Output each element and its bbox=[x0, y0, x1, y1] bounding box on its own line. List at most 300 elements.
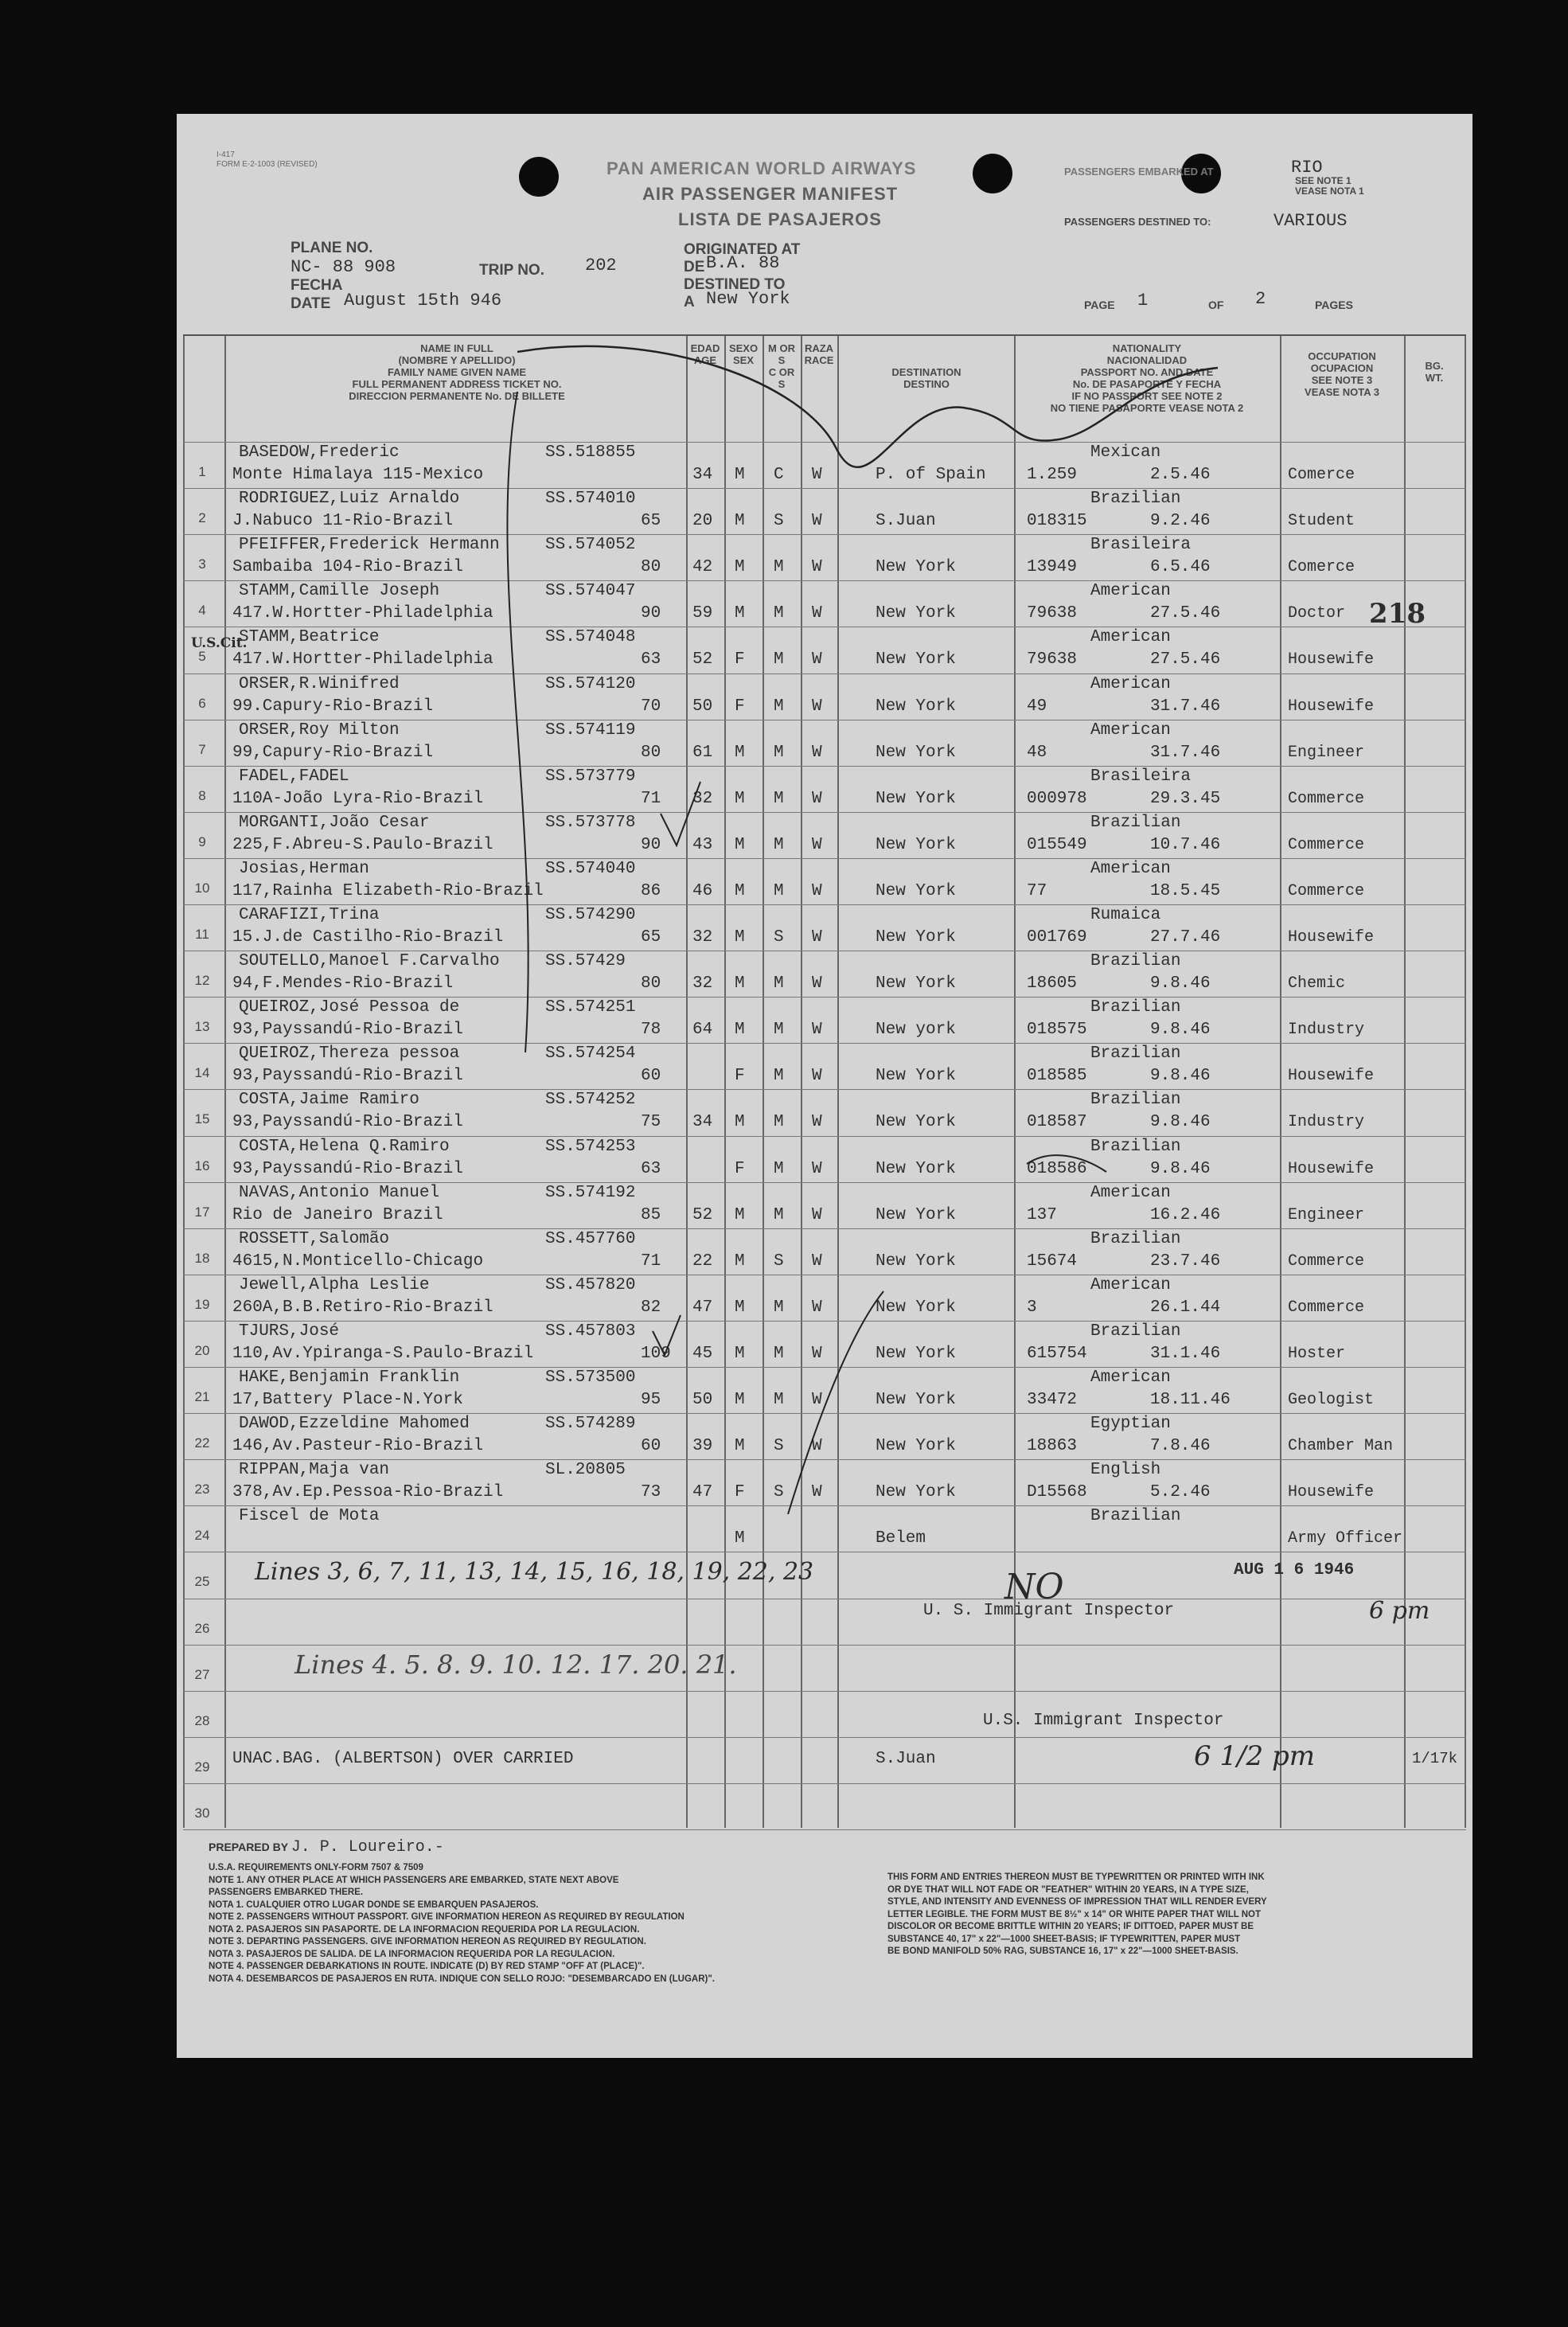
col-sex-header: SEXO SEX bbox=[728, 342, 759, 366]
marital-value: M bbox=[774, 1205, 784, 1224]
billete-amount: 85 bbox=[641, 1205, 661, 1224]
race-value: W bbox=[812, 1113, 822, 1132]
permanent-address: 117,Rainha Elizabeth-Rio-Brazil bbox=[232, 881, 544, 900]
marital-value: M bbox=[774, 881, 784, 900]
destination-value: New York bbox=[876, 1205, 956, 1224]
row-number: 14 bbox=[194, 1065, 210, 1081]
passport-number: D15568 bbox=[1027, 1483, 1087, 1502]
form-id: I-417 FORM E-2-1003 (REVISED) bbox=[216, 150, 318, 169]
race-value: W bbox=[812, 512, 822, 531]
billete-amount: 80 bbox=[641, 974, 661, 994]
nationality-value: American bbox=[1090, 1275, 1171, 1294]
col-bag-header: BG. WT. bbox=[1425, 360, 1444, 384]
race-value: W bbox=[812, 743, 822, 762]
destination-value: New York bbox=[876, 697, 956, 716]
race-value: W bbox=[812, 1205, 822, 1224]
age-value: 61 bbox=[692, 743, 713, 762]
family-given-name: COSTA,Helena Q.Ramiro bbox=[239, 1137, 450, 1156]
marital-value: M bbox=[774, 835, 784, 854]
ticket-number: SS.574289 bbox=[545, 1415, 636, 1434]
row-number: 13 bbox=[194, 1019, 210, 1035]
sex-value: M bbox=[735, 1251, 745, 1271]
destination-value: Belem bbox=[876, 1529, 926, 1548]
nationality-value: Rumaica bbox=[1090, 906, 1161, 924]
row-number: 19 bbox=[194, 1296, 210, 1312]
punch-hole bbox=[519, 157, 559, 197]
race-value: W bbox=[812, 1298, 822, 1317]
passport-number: 77 bbox=[1027, 881, 1047, 900]
col-nationality-header: NATIONALITY NACIONALIDAD PASSPORT NO. AND DATE No. DE PASAPORTE Y FECHA IF NO PASSPORT SEE NOTE 2 NO TIENE PASAPORTE VEASE NOTA 2 bbox=[1050, 342, 1244, 414]
ticket-number: SS.574251 bbox=[545, 998, 636, 1017]
passport-number: 137 bbox=[1027, 1205, 1057, 1224]
date-value: August 15th 946 bbox=[344, 291, 502, 310]
passport-date: 31.1.46 bbox=[1150, 1344, 1221, 1363]
billete-amount: 60 bbox=[641, 1437, 661, 1456]
ticket-number: SS.457820 bbox=[545, 1275, 636, 1294]
sex-value: F bbox=[735, 697, 745, 716]
family-given-name: Fiscel de Mota bbox=[239, 1507, 380, 1526]
nationality-value: American bbox=[1090, 628, 1171, 647]
permanent-address: 93,Payssandú-Rio-Brazil bbox=[232, 1113, 463, 1132]
race-value: W bbox=[812, 789, 822, 808]
marital-value: S bbox=[774, 512, 784, 531]
occupation-value: Housewife bbox=[1288, 1483, 1375, 1502]
family-given-name: NAVAS,Antonio Manuel bbox=[239, 1183, 440, 1202]
nationality-value: Brazilian bbox=[1090, 1091, 1181, 1110]
page-value: 1 bbox=[1137, 291, 1149, 310]
age-value: 22 bbox=[692, 1251, 713, 1271]
pages-value: 2 bbox=[1255, 289, 1266, 309]
ticket-number: SL.20805 bbox=[545, 1461, 626, 1480]
passport-date: 31.7.46 bbox=[1150, 697, 1221, 716]
billete-amount: 95 bbox=[641, 1391, 661, 1409]
passport-number: 015549 bbox=[1027, 835, 1087, 854]
col-destination-header: DESTINATION DESTINO bbox=[891, 366, 961, 390]
nationality-value: Brasileira bbox=[1090, 536, 1192, 555]
passport-date: 23.7.46 bbox=[1150, 1251, 1221, 1271]
race-value: W bbox=[812, 928, 822, 947]
sex-value: M bbox=[735, 881, 745, 900]
destination-value: P. of Spain bbox=[876, 466, 986, 484]
age-value: 32 bbox=[692, 974, 713, 994]
time-note-1: 6 pm bbox=[1369, 1596, 1430, 1625]
sex-value: M bbox=[735, 1391, 745, 1409]
family-given-name: RODRIGUEZ,Luiz Arnaldo bbox=[239, 490, 460, 509]
marital-value: M bbox=[774, 789, 784, 808]
row29-text: UNAC.BAG. (ALBERTSON) OVER CARRIED bbox=[232, 1749, 574, 1768]
passport-date: 9.8.46 bbox=[1150, 1159, 1211, 1178]
age-value: 39 bbox=[692, 1437, 713, 1456]
permanent-address: Rio de Janeiro Brazil bbox=[232, 1205, 443, 1224]
passport-number: 13949 bbox=[1027, 558, 1078, 577]
nationality-value: Brazilian bbox=[1090, 813, 1181, 832]
family-given-name: MORGANTI,João Cesar bbox=[239, 813, 430, 832]
nationality-value: American bbox=[1090, 859, 1171, 878]
passport-date: 9.2.46 bbox=[1150, 512, 1211, 531]
sex-value: M bbox=[735, 558, 745, 577]
permanent-address: 417.W.Hortter-Philadelphia bbox=[232, 650, 493, 670]
col-occupation-header: OCCUPATION OCUPACION SEE NOTE 3 VEASE NOTA 3 bbox=[1305, 350, 1379, 398]
occupation-value: Industry bbox=[1288, 1113, 1365, 1132]
family-given-name: CARAFIZI,Trina bbox=[239, 906, 380, 924]
originated-value: B.A. 88 bbox=[706, 253, 780, 273]
ticket-number: SS.573779 bbox=[545, 767, 636, 786]
permanent-address: 146,Av.Pasteur-Rio-Brazil bbox=[232, 1437, 484, 1456]
nationality-value: Mexican bbox=[1090, 443, 1161, 462]
embarked-value: RIO bbox=[1291, 158, 1323, 178]
originated-label: ORIGINATED AT bbox=[684, 241, 801, 258]
nationality-value: Brazilian bbox=[1090, 1322, 1181, 1341]
passport-date: 27.5.46 bbox=[1150, 650, 1221, 670]
occupation-value: Engineer bbox=[1288, 1205, 1365, 1224]
marital-value: S bbox=[774, 1251, 784, 1271]
col-marital-header: M OR S C OR S bbox=[768, 342, 795, 390]
family-given-name: ORSER,R.Winifred bbox=[239, 674, 400, 693]
destination-value: New York bbox=[876, 1344, 956, 1363]
row-number: 16 bbox=[194, 1158, 210, 1173]
billete-amount: 70 bbox=[641, 697, 661, 716]
age-value: 32 bbox=[692, 928, 713, 947]
nationality-value: Brazilian bbox=[1090, 1137, 1181, 1156]
date-label: DATE bbox=[291, 295, 331, 312]
passport-date: 9.8.46 bbox=[1150, 974, 1211, 994]
race-value: W bbox=[812, 1067, 822, 1086]
ticket-number: SS.573778 bbox=[545, 813, 636, 832]
row-number: 5 bbox=[198, 649, 206, 665]
no-mark: NO bbox=[1004, 1567, 1064, 1607]
occupation-value: Housewife bbox=[1288, 1067, 1375, 1086]
passport-date: 16.2.46 bbox=[1150, 1205, 1221, 1224]
row29-bag: 1/17k bbox=[1412, 1749, 1458, 1767]
trip-label: TRIP NO. bbox=[479, 262, 544, 279]
sex-value: M bbox=[735, 974, 745, 994]
ticket-number: SS.457803 bbox=[545, 1322, 636, 1341]
permanent-address: Monte Himalaya 115-Mexico bbox=[232, 466, 484, 484]
family-given-name: Jewell,Alpha Leslie bbox=[239, 1275, 430, 1294]
ticket-number: SS.574047 bbox=[545, 582, 636, 601]
race-value: W bbox=[812, 1251, 822, 1271]
row-number: 2 bbox=[198, 510, 206, 526]
destination-value: New York bbox=[876, 743, 956, 762]
sex-value: M bbox=[735, 604, 745, 623]
billete-amount: 80 bbox=[641, 743, 661, 762]
marital-value: M bbox=[774, 1021, 784, 1040]
page-label: PAGE bbox=[1084, 299, 1115, 311]
col-name-header: NAME IN FULL (NOMBRE Y APELLIDO) FAMILY NAME GIVEN NAME FULL PERMANENT ADDRESS TICKET NO. DIRECCION PERMANENTE No. DE BILLETE bbox=[349, 342, 565, 402]
occupation-value: Chemic bbox=[1288, 974, 1346, 994]
inspector-caption-1: U. S. Immigrant Inspector bbox=[923, 1601, 1175, 1620]
nationality-value: American bbox=[1090, 674, 1171, 693]
destination-value: New York bbox=[876, 881, 956, 900]
row-number: 30 bbox=[194, 1805, 210, 1821]
destination-value: New york bbox=[876, 1021, 956, 1040]
of-label: OF bbox=[1208, 299, 1224, 311]
permanent-address: 94,F.Mendes-Rio-Brazil bbox=[232, 974, 454, 994]
family-given-name: Josias,Herman bbox=[239, 859, 369, 878]
de-label: DE bbox=[684, 259, 705, 275]
sex-value: M bbox=[735, 928, 745, 947]
footer-notes-right: THIS FORM AND ENTRIES THEREON MUST BE TYPEWRITTEN OR PRINTED WITH INK OR DYE THAT WILL NOT FADE OR "FEATHER" WITHIN 20 YEARS, IN A TYPE SIZE, STYLE, AND INTENSITY AND EVENNESS OF IMPRESSION THAT WILL RENDER EVERY LETTER LEGIBLE. THE FORM MUST BE 8½" x 14" OR WHITE PAPER THAT WILL NOT DISCOLOR OR BECOME BRITTLE WITHIN 20 YEARS; IF DITTOED, PAPER MUST BE SUBSTANCE 40, 17" x 22"—1000 SHEET-BASIS; IF TYPEWRITTEN, PAPER MUST BE BOND MANIFOLD 50% RAG, SUBSTANCE 16, 17" x 22"—1000 SHEET-BASIS. bbox=[887, 1872, 1267, 1956]
sex-value: M bbox=[735, 743, 745, 762]
occupation-value: Doctor bbox=[1288, 604, 1346, 623]
marital-value: M bbox=[774, 604, 784, 623]
prepared-value: J. P. Loureiro.- bbox=[291, 1838, 444, 1857]
destined-to-value: New York bbox=[706, 289, 790, 309]
age-value: 59 bbox=[692, 604, 713, 623]
age-value: 47 bbox=[692, 1483, 713, 1502]
passport-number: 018587 bbox=[1027, 1113, 1087, 1132]
occupation-value: Comerce bbox=[1288, 558, 1355, 577]
nationality-value: American bbox=[1090, 720, 1171, 740]
passport-number: 79638 bbox=[1027, 604, 1078, 623]
marital-value: M bbox=[774, 974, 784, 994]
occupation-value: Housewife bbox=[1288, 650, 1375, 670]
billete-amount: 109 bbox=[641, 1344, 671, 1363]
manifest-title: AIR PASSENGER MANIFEST bbox=[642, 184, 899, 204]
footer-notes-left: U.S.A. REQUIREMENTS ONLY-FORM 7507 & 7509 NOTE 1. ANY OTHER PLACE AT WHICH PASSENGERS ARE EMBARKED, STATE NEXT ABOVE PASSENGERS EMBARKED THERE. NOTA 1. CUALQUIER OTRO LUGAR DONDE SE EMBARQUEN PASAJEROS. NOTE 2. PASSENGERS WITHOUT PASSPORT. GIVE INFORMATION HEREON AS REQUIRED BY REGULATION NOTA 2. PASAJEROS SIN PASAPORTE. DE LA INFORMACION REQUERIDA POR LA REGULACION. NOTE 3. DEPARTING PASSENGERS. GIVE INFORMATION HEREON AS REQUIRED BY REGULATION. NOTA 3. PASAJEROS DE SALIDA. DE LA INFORMACION REQUERIDA POR LA REGULACION. NOTE 4. PASSENGER DEBARKATIONS IN ROUTE. INDICATE (D) BY RED STAMP "OFF AT (PLACE)". NOTA 4. DESEMBARCOS DE PASAJEROS EN RUTA. INDIQUE CON SELLO ROJO: "DESEMBARCADO EN (LUGAR)". bbox=[209, 1863, 715, 1984]
destination-value: New York bbox=[876, 1067, 956, 1086]
age-value: 47 bbox=[692, 1298, 713, 1317]
row-number: 18 bbox=[194, 1250, 210, 1266]
row-number: 9 bbox=[198, 834, 206, 849]
row-number: 25 bbox=[194, 1574, 210, 1590]
marital-value: M bbox=[774, 558, 784, 577]
prepared-label: PREPARED BY J. P. Loureiro.- bbox=[209, 1838, 444, 1857]
passport-date: 27.5.46 bbox=[1150, 604, 1221, 623]
plane-value: NC- 88 908 bbox=[291, 257, 396, 277]
passport-number: 018315 bbox=[1027, 512, 1087, 531]
marital-value: S bbox=[774, 928, 784, 947]
permanent-address: 378,Av.Ep.Pessoa-Rio-Brazil bbox=[232, 1483, 504, 1502]
sex-value: M bbox=[735, 1298, 745, 1317]
passport-number: 48 bbox=[1027, 743, 1047, 762]
destination-value: New York bbox=[876, 974, 956, 994]
row-number: 7 bbox=[198, 741, 206, 757]
race-value: W bbox=[812, 835, 822, 854]
age-value: 64 bbox=[692, 1021, 713, 1040]
billete-amount: 65 bbox=[641, 512, 661, 531]
pages-label: PAGES bbox=[1315, 299, 1353, 311]
row-number: 20 bbox=[194, 1342, 210, 1358]
passport-number: 33472 bbox=[1027, 1391, 1078, 1409]
race-value: W bbox=[812, 558, 822, 577]
permanent-address: 225,F.Abreu-S.Paulo-Brazil bbox=[232, 835, 493, 854]
manifest-table bbox=[183, 334, 1466, 1828]
occupation-value: Industry bbox=[1288, 1021, 1365, 1040]
permanent-address: 99,Capury-Rio-Brazil bbox=[232, 743, 434, 762]
row-number: 24 bbox=[194, 1528, 210, 1544]
row-number: 21 bbox=[194, 1389, 210, 1404]
passport-number: 79638 bbox=[1027, 650, 1078, 670]
family-given-name: HAKE,Benjamin Franklin bbox=[239, 1368, 460, 1387]
passport-date: 2.5.46 bbox=[1150, 466, 1211, 484]
sex-value: F bbox=[735, 1159, 745, 1178]
handwritten-marks bbox=[183, 336, 1466, 1828]
passport-number: 1.259 bbox=[1027, 466, 1078, 484]
passport-number: 18863 bbox=[1027, 1437, 1078, 1456]
permanent-address: 110A-João Lyra-Rio-Brazil bbox=[232, 789, 484, 808]
destination-value: New York bbox=[876, 1437, 956, 1456]
trip-value: 202 bbox=[585, 256, 617, 275]
passport-number: 018575 bbox=[1027, 1021, 1087, 1040]
occupation-value: Commerce bbox=[1288, 789, 1365, 808]
passport-date: 18.11.46 bbox=[1150, 1391, 1231, 1409]
nationality-value: Brazilian bbox=[1090, 1044, 1181, 1064]
passport-date: 7.8.46 bbox=[1150, 1437, 1211, 1456]
occupation-value: Housewife bbox=[1288, 697, 1375, 716]
destined-to-label: DESTINED TO bbox=[684, 276, 786, 293]
row-number: 3 bbox=[198, 556, 206, 572]
permanent-address: 93,Payssandú-Rio-Brazil bbox=[232, 1067, 463, 1086]
row-number: 12 bbox=[194, 973, 210, 989]
ticket-number: SS.574253 bbox=[545, 1137, 636, 1156]
age-value: 34 bbox=[692, 466, 713, 484]
occupation-value: Army Officer bbox=[1288, 1529, 1403, 1548]
row25-handwriting: Lines 3, 6, 7, 11, 13, 14, 15, 16, 18, 19, 22, 23 bbox=[255, 1558, 814, 1587]
marital-value: C bbox=[774, 466, 784, 484]
row-number: 15 bbox=[194, 1111, 210, 1127]
destination-value: New York bbox=[876, 1159, 956, 1178]
age-value: 52 bbox=[692, 650, 713, 670]
ticket-number: SS.518855 bbox=[545, 443, 636, 462]
permanent-address: 99.Capury-Rio-Brazil bbox=[232, 697, 434, 716]
family-given-name: COSTA,Jaime Ramiro bbox=[239, 1091, 419, 1110]
occupation-value: Chamber Man bbox=[1288, 1437, 1394, 1456]
occupation-value: Commerce bbox=[1288, 835, 1365, 854]
age-value: 50 bbox=[692, 697, 713, 716]
age-value: 20 bbox=[692, 512, 713, 531]
inspector-caption-2: U.S. Immigrant Inspector bbox=[983, 1711, 1224, 1730]
passport-date: 9.8.46 bbox=[1150, 1113, 1211, 1132]
billete-amount: 71 bbox=[641, 789, 661, 808]
passport-date: 31.7.46 bbox=[1150, 743, 1221, 762]
race-value: W bbox=[812, 697, 822, 716]
age-value: 43 bbox=[692, 835, 713, 854]
passport-date: 27.7.46 bbox=[1150, 928, 1221, 947]
family-given-name: ORSER,Roy Milton bbox=[239, 720, 400, 740]
family-given-name: ROSSETT,Salomão bbox=[239, 1229, 390, 1248]
sex-value: M bbox=[735, 1113, 745, 1132]
row-number: 23 bbox=[194, 1482, 210, 1497]
ticket-number: SS.574119 bbox=[545, 720, 636, 740]
bag-weight: 218 bbox=[1369, 598, 1426, 631]
destination-value: New York bbox=[876, 1251, 956, 1271]
row-number: 27 bbox=[194, 1666, 210, 1682]
stamp-date: AUG 1 6 1946 bbox=[1234, 1561, 1355, 1580]
ticket-number: SS.574254 bbox=[545, 1044, 636, 1064]
billete-amount: 75 bbox=[641, 1113, 661, 1132]
ticket-number: SS.574192 bbox=[545, 1183, 636, 1202]
row-number: 4 bbox=[198, 603, 206, 619]
destination-value: New York bbox=[876, 1298, 956, 1317]
billete-amount: 71 bbox=[641, 1251, 661, 1271]
occupation-value: Housewife bbox=[1288, 928, 1375, 947]
billete-amount: 86 bbox=[641, 881, 661, 900]
row-number: 26 bbox=[194, 1620, 210, 1636]
col-age-header: EDAD AGE bbox=[690, 342, 720, 366]
passport-number: 018586 bbox=[1027, 1159, 1087, 1178]
destination-value: New York bbox=[876, 1391, 956, 1409]
age-value: 42 bbox=[692, 558, 713, 577]
permanent-address: J.Nabuco 11-Rio-Brazil bbox=[232, 512, 454, 531]
destination-value: New York bbox=[876, 650, 956, 670]
ticket-number: SS.573500 bbox=[545, 1368, 636, 1387]
race-value: W bbox=[812, 1344, 822, 1363]
family-given-name: TJURS,José bbox=[239, 1322, 340, 1341]
occupation-value: Commerce bbox=[1288, 1251, 1365, 1271]
sex-value: M bbox=[735, 1344, 745, 1363]
row-number: 11 bbox=[195, 927, 209, 942]
billete-amount: 82 bbox=[641, 1298, 661, 1317]
nationality-value: Brasileira bbox=[1090, 767, 1192, 786]
passport-date: 26.1.44 bbox=[1150, 1298, 1221, 1317]
race-value: W bbox=[812, 466, 822, 484]
embarked-label: PASSENGERS EMBARKED AT bbox=[1064, 166, 1214, 178]
passport-date: 18.5.45 bbox=[1150, 881, 1221, 900]
nationality-value: English bbox=[1090, 1461, 1161, 1480]
ticket-number: SS.574120 bbox=[545, 674, 636, 693]
ticket-number: SS.574052 bbox=[545, 536, 636, 555]
nationality-value: American bbox=[1090, 1368, 1171, 1387]
marital-value: M bbox=[774, 697, 784, 716]
nationality-value: Egyptian bbox=[1090, 1415, 1171, 1434]
race-value: W bbox=[812, 604, 822, 623]
ticket-number: SS.574290 bbox=[545, 906, 636, 924]
ticket-number: SS.57429 bbox=[545, 952, 626, 971]
see-note-1: SEE NOTE 1 VEASE NOTA 1 bbox=[1295, 175, 1364, 197]
passport-number: 001769 bbox=[1027, 928, 1087, 947]
sex-value: M bbox=[735, 1437, 745, 1456]
ticket-number: SS.457760 bbox=[545, 1229, 636, 1248]
punch-hole bbox=[973, 154, 1012, 193]
row-divider bbox=[183, 1829, 1466, 1830]
manifest-title-es: LISTA DE PASAJEROS bbox=[678, 209, 882, 229]
ticket-number: SS.574252 bbox=[545, 1091, 636, 1110]
passport-date: 10.7.46 bbox=[1150, 835, 1221, 854]
family-given-name: DAWOD,Ezzeldine Mahomed bbox=[239, 1415, 470, 1434]
billete-amount: 63 bbox=[641, 1159, 661, 1178]
row29-destination: S.Juan bbox=[876, 1749, 936, 1768]
age-value: 50 bbox=[692, 1391, 713, 1409]
nationality-value: Brazilian bbox=[1090, 1229, 1181, 1248]
marital-value: S bbox=[774, 1437, 784, 1456]
destined-label: PASSENGERS DESTINED TO: bbox=[1064, 216, 1211, 228]
sex-value: F bbox=[735, 1483, 745, 1502]
sex-value: F bbox=[735, 650, 745, 670]
race-value: W bbox=[812, 1159, 822, 1178]
row-number: 6 bbox=[198, 695, 206, 711]
plane-label: PLANE NO. bbox=[291, 240, 373, 256]
passport-date: 6.5.46 bbox=[1150, 558, 1211, 577]
marital-value: M bbox=[774, 1391, 784, 1409]
sex-value: M bbox=[735, 466, 745, 484]
permanent-address: 93,Payssandú-Rio-Brazil bbox=[232, 1159, 463, 1178]
row-number: 1 bbox=[198, 464, 206, 479]
family-given-name: QUEIROZ,Thereza pessoa bbox=[239, 1044, 460, 1064]
passport-date: 9.8.46 bbox=[1150, 1021, 1211, 1040]
row27-handwriting: Lines 4. 5. 8. 9. 10. 12. 17. 20. 21. bbox=[294, 1649, 737, 1680]
billete-amount: 90 bbox=[641, 835, 661, 854]
race-value: W bbox=[812, 650, 822, 670]
permanent-address: Sambaiba 104-Rio-Brazil bbox=[232, 558, 463, 577]
billete-amount: 80 bbox=[641, 558, 661, 577]
age-value: 32 bbox=[692, 789, 713, 808]
occupation-value: Commerce bbox=[1288, 881, 1365, 900]
company-name: PAN AMERICAN WORLD AIRWAYS bbox=[607, 158, 917, 178]
passport-number: 615754 bbox=[1027, 1344, 1087, 1363]
family-given-name: STAMM,Beatrice bbox=[239, 628, 380, 647]
row-number: 17 bbox=[194, 1204, 210, 1220]
